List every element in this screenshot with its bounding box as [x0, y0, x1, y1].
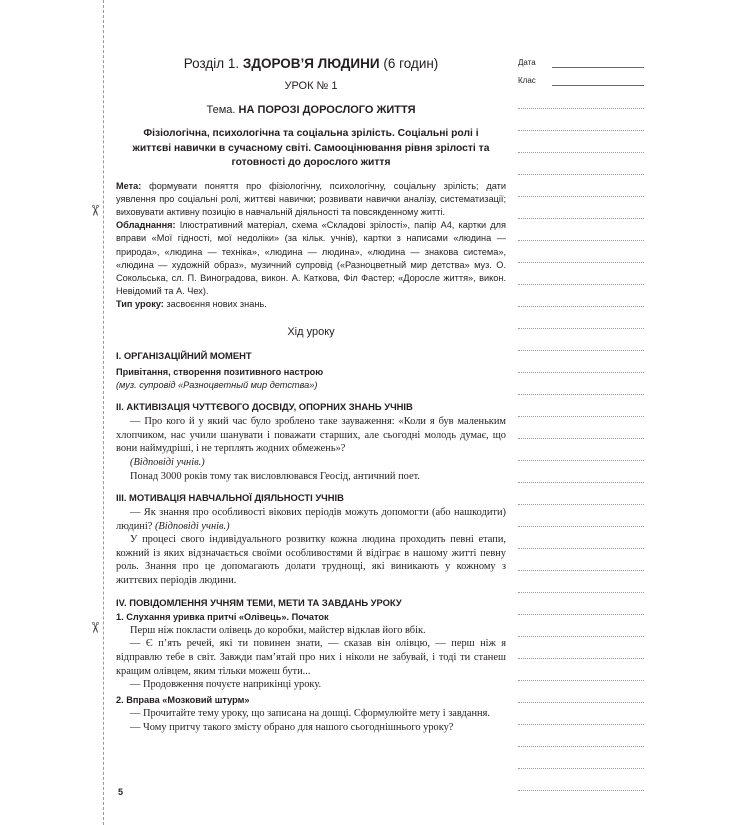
note-line[interactable]: [518, 460, 644, 461]
body-paragraph: — Чому притчу такого змісту обрано для нашого сьогоднішнього уроку?: [130, 721, 454, 733]
note-line[interactable]: [518, 130, 644, 131]
note-line[interactable]: [518, 548, 644, 549]
subsection-heading: 2. Вправа «Мозковий штурм»: [116, 694, 250, 705]
note-line[interactable]: [518, 570, 644, 571]
scissors-icon: ✂: [85, 621, 103, 634]
scissors-icon: ✂: [85, 204, 103, 217]
note-line[interactable]: [518, 790, 644, 791]
plan-title: Хід уроку: [287, 325, 335, 338]
lesson-type-paragraph: Тип уроку: засвоєння нових знань.: [116, 299, 267, 310]
note-line[interactable]: [518, 394, 644, 395]
note-line[interactable]: [518, 592, 644, 593]
lesson-topic: Тема. НА ПОРОЗІ ДОРОСЛОГО ЖИТТЯ: [206, 104, 416, 116]
class-label: Клас: [518, 76, 536, 85]
note-line[interactable]: [518, 438, 644, 439]
page-number: 5: [118, 787, 124, 797]
note-line[interactable]: [518, 152, 644, 153]
note-line[interactable]: [518, 680, 644, 681]
lesson-content: [116, 52, 506, 734]
note-line[interactable]: [518, 636, 644, 637]
section-title: Розділ 1. ЗДОРОВ’Я ЛЮДИНИ (6 годин): [183, 56, 439, 71]
body-paragraph: — Є п’ять речей, які ти повинен знати, — сказав він олівцю, — перш ніж я відправлю тебе в світ. Завжди пам’ятай про них і ніколи не забувай, і тоді ти станеш кращим олівцем, яким тільки можеш бути...: [116, 638, 506, 677]
note-line[interactable]: [518, 614, 644, 615]
class-line: [552, 76, 644, 86]
note-line[interactable]: [518, 196, 644, 197]
note-line[interactable]: [518, 174, 644, 175]
note-line[interactable]: [518, 768, 644, 769]
note-line[interactable]: [518, 482, 644, 483]
subsection-heading: 1. Слухання уривка притчі «Олівець». Початок: [116, 611, 329, 622]
date-line: [552, 58, 644, 68]
body-paragraph: — Про кого й у який час було зроблено таке зауваження: «Коли я був маленьким хлопчиком, нас учили шанувати і поважати старших, але сьогодні молодь думає, що вони наймудріші, і не терплять жодних обмежень»?: [116, 416, 506, 455]
section-heading: IV. ПОВІДОМЛЕННЯ УЧНЯМ ТЕМИ, МЕТИ ТА ЗАВДАНЬ УРОКУ: [116, 596, 402, 608]
lesson-number: УРОК № 1: [284, 80, 338, 92]
note-line[interactable]: [518, 218, 644, 219]
note-line[interactable]: [518, 350, 644, 351]
subsection-heading: Привітання, створення позитивного настрою: [116, 366, 324, 377]
note-line[interactable]: [518, 262, 644, 263]
music-note: (муз. супровід «Разноцветный мир детства»): [116, 379, 318, 390]
body-paragraph: — Як знання про особливості вікових періодів можуть допомогти (або нашкодити) людині? (Відповіді учнів.): [116, 507, 506, 532]
equipment-paragraph: Обладнання: Ілюстративний матеріал, схема «Складові зрілості», папір А4, картки для вправи «Мої гідності, мої недоліки» (за кільк. учнів), картки з написами «людина — природа», «людина — техніка», «людина — людина», «людина — знакова система», «людина — художній образ», музичний супровід («Разноцветный мир детства» муз. О. Сокольська, сл. П. Виноградова, викон. А. Каткова, Філ Фастер; «Доросле життя», викон. Невідомий та А. Чех).: [116, 220, 506, 297]
section-heading: I. ОРГАНІЗАЦІЙНИЙ МОМЕНТ: [116, 349, 252, 361]
note-line[interactable]: [518, 108, 644, 109]
class-field[interactable]: [518, 76, 644, 94]
body-paragraph: — Продовження почуєте наприкінці уроку.: [130, 679, 322, 691]
body-paragraph: (Відповіді учнів.): [130, 456, 205, 468]
section-heading: III. МОТИВАЦІЯ НАВЧАЛЬНОЇ ДІЯЛЬНОСТІ УЧНІВ: [116, 492, 344, 504]
cut-line: [103, 0, 104, 825]
note-line[interactable]: [518, 504, 644, 505]
body-paragraph: Перш ніж покласти олівець до коробки, майстер відклав його вбік.: [130, 624, 426, 636]
note-line[interactable]: [518, 328, 644, 329]
goal-paragraph: Мета: формувати поняття про фізіологічну, психологічну, соціальну зрілість; дати уявлення про соціальні ролі, життєві навички; розвивати навички аналізу, систематизації; виховувати активну позицію в навчальній діяльності та повсякденному житті.: [116, 180, 506, 217]
note-line[interactable]: [518, 284, 644, 285]
body-paragraph: Понад 3000 років тому так висловлювався Геосід, античний поет.: [130, 470, 420, 482]
date-field[interactable]: [518, 58, 644, 76]
date-class-fields: [518, 58, 644, 94]
note-line[interactable]: [518, 416, 644, 417]
body-paragraph: — Прочитайте тему уроку, що записана на дошці. Сформулюйте мету і завдання.: [130, 708, 490, 720]
lesson-subtopic: Фізіологічна, психологічна та соціальна зрілість. Соціальні ролі і життєві навички в сучасному світі. Самооцінювання рівня зрілості та готовності до дорослого життя: [132, 128, 490, 168]
note-line[interactable]: [518, 746, 644, 747]
note-line[interactable]: [518, 702, 644, 703]
note-line[interactable]: [518, 306, 644, 307]
note-line[interactable]: [518, 372, 644, 373]
note-line[interactable]: [518, 658, 644, 659]
section-heading: II. АКТИВІЗАЦІЯ ЧУТТЄВОГО ДОСВІДУ, ОПОРНИХ ЗНАНЬ УЧНІВ: [116, 401, 413, 413]
date-label: Дата: [518, 58, 536, 67]
note-line[interactable]: [518, 240, 644, 241]
body-paragraph: У процесі свого індивідуального розвитку кожна людина проходить певні етапи, кожний із яких відзначається своїми особливостями й відіграє в нашому житті певну роль. Знання про це допомагають долати труднощі, які виникають у кожному з життєвих періодів людини.: [116, 534, 506, 587]
note-line[interactable]: [518, 526, 644, 527]
note-line[interactable]: [518, 724, 644, 725]
